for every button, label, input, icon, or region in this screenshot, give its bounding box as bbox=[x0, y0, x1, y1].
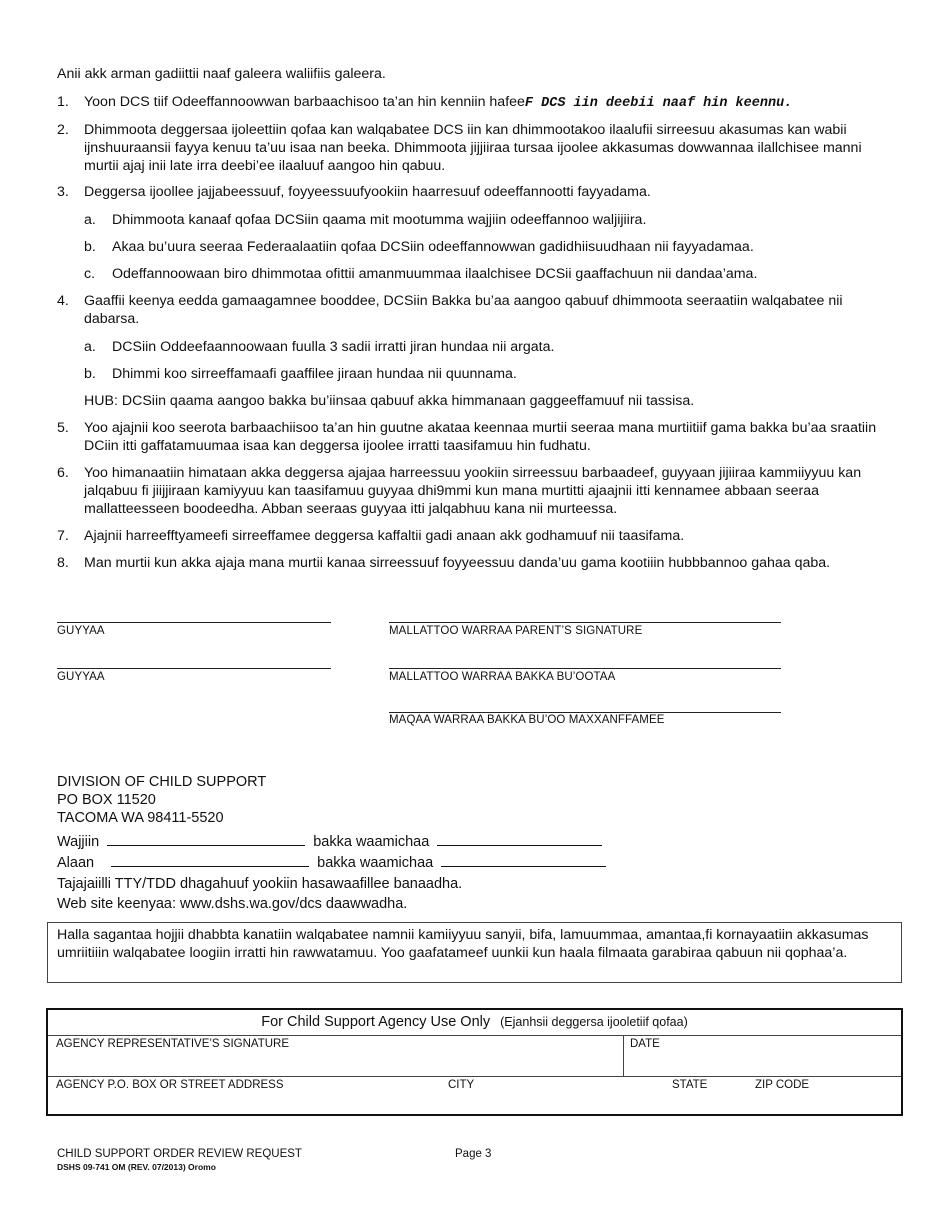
item-text: Man murtii kun akka ajaja mana murtii kanaa sirreessuuf foyyeessuu danda’uu gama kootiiin hubbbannoo gahaa qaba. bbox=[84, 555, 831, 571]
representative-name-label: MAQAA WARRAA BAKKA BU’OO MAXXANFFAMEE bbox=[389, 714, 665, 726]
item-text: Yoon DCS tiif Odeeffannoowwan barbaachisoo ta’an hin kenniin hafee bbox=[84, 94, 525, 110]
date-label: GUYYAA bbox=[57, 625, 105, 637]
sub-item-letter: a. bbox=[84, 212, 96, 228]
phone-row-outside bbox=[57, 852, 606, 872]
division-name: DIVISION OF CHILD SUPPORT bbox=[57, 774, 267, 790]
agency-signature-label: AGENCY REPRESENTATIVE’S SIGNATURE bbox=[56, 1038, 290, 1050]
date-line[interactable] bbox=[57, 668, 331, 669]
po-box: PO BOX 11520 bbox=[57, 792, 156, 808]
agency-address-label: AGENCY P.O. BOX OR STREET ADDRESS bbox=[56, 1079, 284, 1091]
item-text: Yoo himanaatiin himataan akka deggersa ajajaa harreessuu yookiin sirreessuu barbaadeef, guyyaan jijiiraa kammiiyyuu kan jalqabuu fi jiijjiraan kamiyyuu kan taasifamuu guyyaa dhi9mmi kun mana murtitti ajaajnii itti kennamee abbaan seeraa mallatteesseen boodeedha. Abban seeraas guyyaa itti jalqabhuu kana nii murteessa. bbox=[84, 465, 862, 517]
phone-outside-mid: bakka waamichaa bbox=[317, 855, 434, 871]
sub-item-letter: b. bbox=[84, 239, 96, 255]
sub-item-letter: b. bbox=[84, 366, 96, 382]
phone-row-local bbox=[57, 831, 602, 851]
phone-local-mid: bakka waamichaa bbox=[313, 834, 430, 850]
tty-note: Tajajaiilli TTY/TDD dhagahuuf yookiin hasawaafillee banaadha. bbox=[57, 876, 463, 892]
agency-use-box bbox=[46, 1008, 903, 1116]
item-number: 1. bbox=[57, 94, 69, 110]
form-id: DSHS 09-741 OM (REV. 07/2013) Oromo bbox=[57, 1162, 216, 1172]
intro-text: Anii akk arman gadiittii naaf galeera waliifiis galeera. bbox=[57, 66, 386, 82]
agency-state-label: STATE bbox=[672, 1079, 708, 1091]
sub-item-letter: a. bbox=[84, 339, 96, 355]
item-text: Dhimmoota deggersaa ijoleettiin qofaa kan walqabatee DCS iin kan dhimmootakoo ilaalufii sirreesuu akasumas kan wabii ijnshuuraansii fayya kenuu ta’uu isaa nan beeka. Dhimmoota jijjiiraa tursaa ijoolee akkasumas dowwannaa ilallchisee manni murtii ajaj inii late irra deebi’ee ilaaluuf aangoo hin qabuu. bbox=[84, 122, 862, 174]
nondiscrimination-notice bbox=[47, 922, 902, 983]
sub-item bbox=[84, 211, 884, 229]
list-item bbox=[57, 419, 887, 455]
date-label: GUYYAA bbox=[57, 671, 105, 683]
agency-date-label: DATE bbox=[630, 1038, 660, 1050]
sub-item bbox=[84, 265, 884, 283]
item-text: Deggersa ijoollee jajjabeessuuf, foyyeessuufyookiin haarresuuf odeeffannootti fayyadama. bbox=[84, 184, 651, 200]
sub-item-text: DCSiin Oddeefaannoowaan fuulla 3 sadii irratti jiran hundaa nii argata. bbox=[112, 339, 555, 355]
item-number: 3. bbox=[57, 184, 69, 200]
page-number: Page 3 bbox=[455, 1148, 492, 1160]
notice-text: Halla sagantaa hojjii dhabbta kanatiin walqabatee namnii kamiiyyuu sanyii, bifa, lamuummaa, amantaa,fi kornayaatiin akkasumas umriitiiin walqabatee loogiin irratti hin rawwatamuu. Yoo gaafatameef uunkii kun haala filmaata garabiraa qabuun nii qophaa’a. bbox=[57, 927, 869, 961]
item-emphasis: F DCS iin deebii naaf hin keennu. bbox=[524, 96, 793, 111]
date-line[interactable] bbox=[57, 622, 331, 623]
phone-local-field[interactable] bbox=[107, 831, 305, 846]
sub-item bbox=[84, 338, 884, 356]
list-item bbox=[57, 527, 887, 545]
parent-signature-line[interactable] bbox=[389, 622, 781, 623]
sub-item-text: Odeffannoowaan biro dhimmotaa ofittii amanmuummaa ilaalchisee DCSii gaaffachuun nii dandaa’ama. bbox=[112, 266, 758, 282]
agency-title bbox=[48, 1010, 901, 1036]
hub-note: HUB: DCSiin qaama aangoo bakka bu’iinsaa qabuuf akka himmanaan gaggeeffamuuf nii tassisa. bbox=[84, 393, 695, 409]
item-number: 5. bbox=[57, 420, 69, 436]
sub-item-text: Akaa bu’uura seeraa Federaalaatiin qofaa DCSiin odeeffannowwan gadidhiisuudhaan nii fayyadamaa. bbox=[112, 239, 754, 255]
city-state-zip: TACOMA WA 98411-5520 bbox=[57, 810, 224, 826]
item-text: Gaaffii keenya eedda gamaagamnee booddee, DCSiin Bakka bu’aa aangoo qabuuf dhimmoota seeraatiin walqabatee nii dabarsa. bbox=[84, 293, 843, 327]
agency-title-main: For Child Support Agency Use Only bbox=[261, 1014, 491, 1030]
item-number: 2. bbox=[57, 122, 69, 138]
item-text: Yoo ajajnii koo seerota barbaachiisoo ta’an hin guutne akataa keennaa murtii seeraa mana murtiitiif gama bakka bu’aa sraatiin DCiin itti gaffatamuumaa isaa kan deggersa ijoolee irratti taasifamuu hin fudhatu. bbox=[84, 420, 877, 454]
sub-item-text: Dhimmoota kanaaf qofaa DCSiin qaama mit mootumma wajjiin odeeffannoo waljijiira. bbox=[112, 212, 647, 228]
sub-item bbox=[84, 365, 884, 383]
phone-local-number-field[interactable] bbox=[437, 831, 602, 846]
representative-name-line[interactable] bbox=[389, 712, 781, 713]
list-item bbox=[57, 93, 887, 113]
website-note: Web site keenyaa: www.dshs.wa.gov/dcs daawwadha. bbox=[57, 896, 408, 912]
list-item bbox=[57, 464, 887, 518]
list-item bbox=[57, 121, 887, 175]
form-title: CHILD SUPPORT ORDER REVIEW REQUEST bbox=[57, 1148, 302, 1160]
sub-item-letter: c. bbox=[84, 266, 96, 282]
phone-outside-field[interactable] bbox=[111, 852, 309, 867]
item-number: 7. bbox=[57, 528, 69, 544]
list-item bbox=[57, 292, 887, 328]
phone-outside-label: Alaan bbox=[57, 855, 95, 871]
item-number: 4. bbox=[57, 293, 69, 309]
parent-signature-label: MALLATTOO WARRAA PARENT’S SIGNATURE bbox=[389, 625, 643, 637]
agency-city-label: CITY bbox=[448, 1079, 475, 1091]
list-item bbox=[57, 554, 887, 572]
phone-outside-number-field[interactable] bbox=[441, 852, 606, 867]
item-number: 8. bbox=[57, 555, 69, 571]
sub-item-text: Dhimmi koo sirreeffamaafi gaaffilee jiraan hundaa nii quunnama. bbox=[112, 366, 517, 382]
agency-zip-label: ZIP CODE bbox=[755, 1079, 810, 1091]
representative-signature-label: MALLATTOO WARRAA BAKKA BU’OOTAA bbox=[389, 671, 616, 683]
item-number: 6. bbox=[57, 465, 69, 481]
sub-item bbox=[84, 238, 884, 256]
representative-signature-line[interactable] bbox=[389, 668, 781, 669]
phone-local-label: Wajjiin bbox=[57, 834, 100, 850]
agency-signature-row bbox=[48, 1035, 901, 1077]
divider bbox=[623, 1035, 624, 1076]
item-text: Ajajnii harreefftyameefi sirreeffamee deggersa kaffaltii gadi anaan akk godhamuuf nii taasifama. bbox=[84, 528, 685, 544]
list-item bbox=[57, 183, 887, 201]
agency-title-sub: (Ejanhsii deggersa ijooletiif qofaa) bbox=[500, 1015, 688, 1029]
